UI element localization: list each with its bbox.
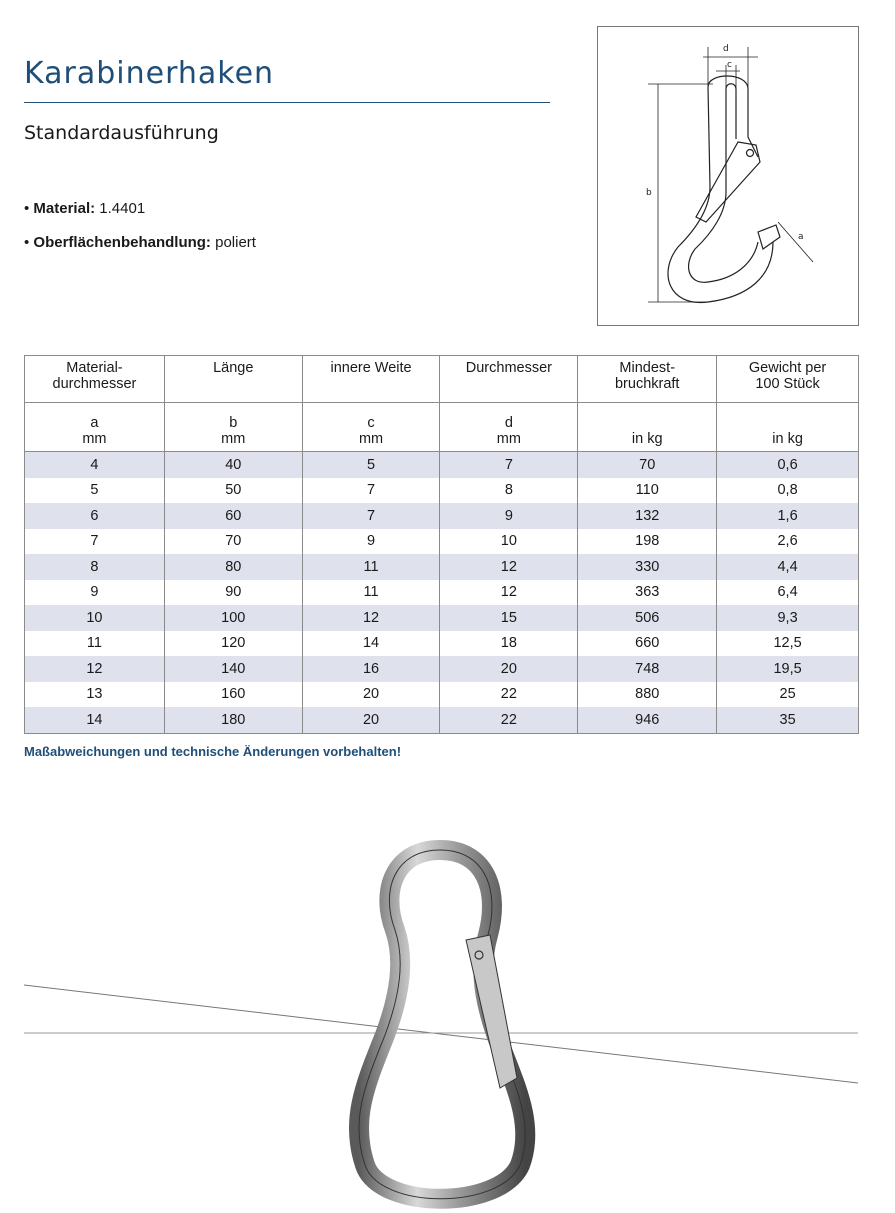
col-header: Mindest- bruchkraft bbox=[578, 356, 717, 403]
table-cell: 9,3 bbox=[717, 605, 859, 631]
table-cell: 7 bbox=[25, 529, 165, 555]
col-header: innere Weite bbox=[302, 356, 440, 403]
table-row bbox=[25, 682, 859, 708]
table-cell: 70 bbox=[578, 452, 717, 478]
page-title: Karabinerhaken bbox=[24, 56, 275, 91]
title-divider bbox=[24, 102, 550, 103]
table-cell: 80 bbox=[164, 554, 302, 580]
table-cell: 8 bbox=[25, 554, 165, 580]
table-cell: 70 bbox=[164, 529, 302, 555]
table-cell: 363 bbox=[578, 580, 717, 606]
dim-label-d: d bbox=[723, 44, 729, 54]
table-cell: 880 bbox=[578, 682, 717, 708]
dim-label-c: c bbox=[727, 60, 732, 70]
table-row bbox=[25, 503, 859, 529]
table-header-row bbox=[25, 356, 859, 403]
table-cell: 9 bbox=[25, 580, 165, 606]
carabiner-photo bbox=[0, 820, 895, 1213]
table-cell: 16 bbox=[302, 656, 440, 682]
table-cell: 140 bbox=[164, 656, 302, 682]
col-unit: in kg bbox=[717, 403, 859, 452]
table-row bbox=[25, 554, 859, 580]
hook-drawing-icon bbox=[598, 27, 858, 325]
table-cell: 20 bbox=[302, 707, 440, 733]
col-unit: b mm bbox=[164, 403, 302, 452]
table-cell: 11 bbox=[25, 631, 165, 657]
table-cell: 7 bbox=[302, 478, 440, 504]
table-cell: 0,6 bbox=[717, 452, 859, 478]
table-cell: 9 bbox=[440, 503, 578, 529]
table-cell: 10 bbox=[25, 605, 165, 631]
dim-label-a: a bbox=[798, 232, 804, 242]
table-row bbox=[25, 605, 859, 631]
table-cell: 18 bbox=[440, 631, 578, 657]
table-cell: 8 bbox=[440, 478, 578, 504]
table-units-row bbox=[25, 403, 859, 452]
bullet-label: Oberflächenbehandlung: bbox=[33, 234, 211, 251]
table-cell: 1,6 bbox=[717, 503, 859, 529]
table-cell: 7 bbox=[302, 503, 440, 529]
table-row bbox=[25, 478, 859, 504]
col-unit: in kg bbox=[578, 403, 717, 452]
table-cell: 946 bbox=[578, 707, 717, 733]
table-cell: 12 bbox=[302, 605, 440, 631]
table-cell: 110 bbox=[578, 478, 717, 504]
table-cell: 14 bbox=[25, 707, 165, 733]
table-cell: 120 bbox=[164, 631, 302, 657]
table-cell: 35 bbox=[717, 707, 859, 733]
background-line bbox=[24, 985, 858, 1083]
table-cell: 10 bbox=[440, 529, 578, 555]
spec-bullets bbox=[24, 200, 256, 268]
table-cell: 22 bbox=[440, 707, 578, 733]
table-cell: 4,4 bbox=[717, 554, 859, 580]
table-cell: 25 bbox=[717, 682, 859, 708]
table-cell: 180 bbox=[164, 707, 302, 733]
col-header: Gewicht per 100 Stück bbox=[717, 356, 859, 403]
table-cell: 15 bbox=[440, 605, 578, 631]
table-cell: 5 bbox=[302, 452, 440, 478]
table-cell: 40 bbox=[164, 452, 302, 478]
bullet-material: • Material: 1.4401 bbox=[24, 200, 146, 217]
col-header: Länge bbox=[164, 356, 302, 403]
table-cell: 5 bbox=[25, 478, 165, 504]
carabiner-icon bbox=[359, 850, 525, 1199]
table-cell: 198 bbox=[578, 529, 717, 555]
page-subtitle: Standardausführung bbox=[24, 122, 219, 144]
table-cell: 9 bbox=[302, 529, 440, 555]
disclaimer-note: Maßabweichungen und technische Änderungen vorbehalten! bbox=[24, 744, 402, 759]
table-cell: 506 bbox=[578, 605, 717, 631]
table-cell: 19,5 bbox=[717, 656, 859, 682]
table-cell: 20 bbox=[440, 656, 578, 682]
table-cell: 90 bbox=[164, 580, 302, 606]
table-cell: 13 bbox=[25, 682, 165, 708]
table-cell: 160 bbox=[164, 682, 302, 708]
table-row bbox=[25, 452, 859, 478]
bullet-surface: • Oberflächenbehandlung: poliert bbox=[24, 234, 256, 251]
table-cell: 0,8 bbox=[717, 478, 859, 504]
table-cell: 100 bbox=[164, 605, 302, 631]
table-cell: 11 bbox=[302, 580, 440, 606]
table-cell: 12,5 bbox=[717, 631, 859, 657]
table-row bbox=[25, 631, 859, 657]
col-header: Durchmesser bbox=[440, 356, 578, 403]
table-cell: 50 bbox=[164, 478, 302, 504]
table-cell: 14 bbox=[302, 631, 440, 657]
col-unit: a mm bbox=[25, 403, 165, 452]
bullet-value: poliert bbox=[215, 234, 256, 251]
table-cell: 2,6 bbox=[717, 529, 859, 555]
col-unit: d mm bbox=[440, 403, 578, 452]
table-cell: 11 bbox=[302, 554, 440, 580]
table-cell: 22 bbox=[440, 682, 578, 708]
bullet-label: Material: bbox=[33, 200, 96, 217]
table-cell: 7 bbox=[440, 452, 578, 478]
dim-label-b: b bbox=[646, 188, 652, 198]
bullet-value: 1.4401 bbox=[99, 200, 146, 217]
table-cell: 60 bbox=[164, 503, 302, 529]
table-cell: 12 bbox=[440, 554, 578, 580]
dimension-diagram bbox=[597, 26, 859, 326]
table-row bbox=[25, 580, 859, 606]
table-row bbox=[25, 656, 859, 682]
table-cell: 132 bbox=[578, 503, 717, 529]
table-cell: 748 bbox=[578, 656, 717, 682]
table-cell: 660 bbox=[578, 631, 717, 657]
table-cell: 12 bbox=[25, 656, 165, 682]
table-cell: 4 bbox=[25, 452, 165, 478]
table-cell: 330 bbox=[578, 554, 717, 580]
table-cell: 12 bbox=[440, 580, 578, 606]
table-cell: 6,4 bbox=[717, 580, 859, 606]
spec-table bbox=[24, 355, 859, 734]
table-row bbox=[25, 529, 859, 555]
table-cell: 20 bbox=[302, 682, 440, 708]
col-unit: c mm bbox=[302, 403, 440, 452]
table-cell: 6 bbox=[25, 503, 165, 529]
col-header: Material- durchmesser bbox=[25, 356, 165, 403]
table-row bbox=[25, 707, 859, 733]
